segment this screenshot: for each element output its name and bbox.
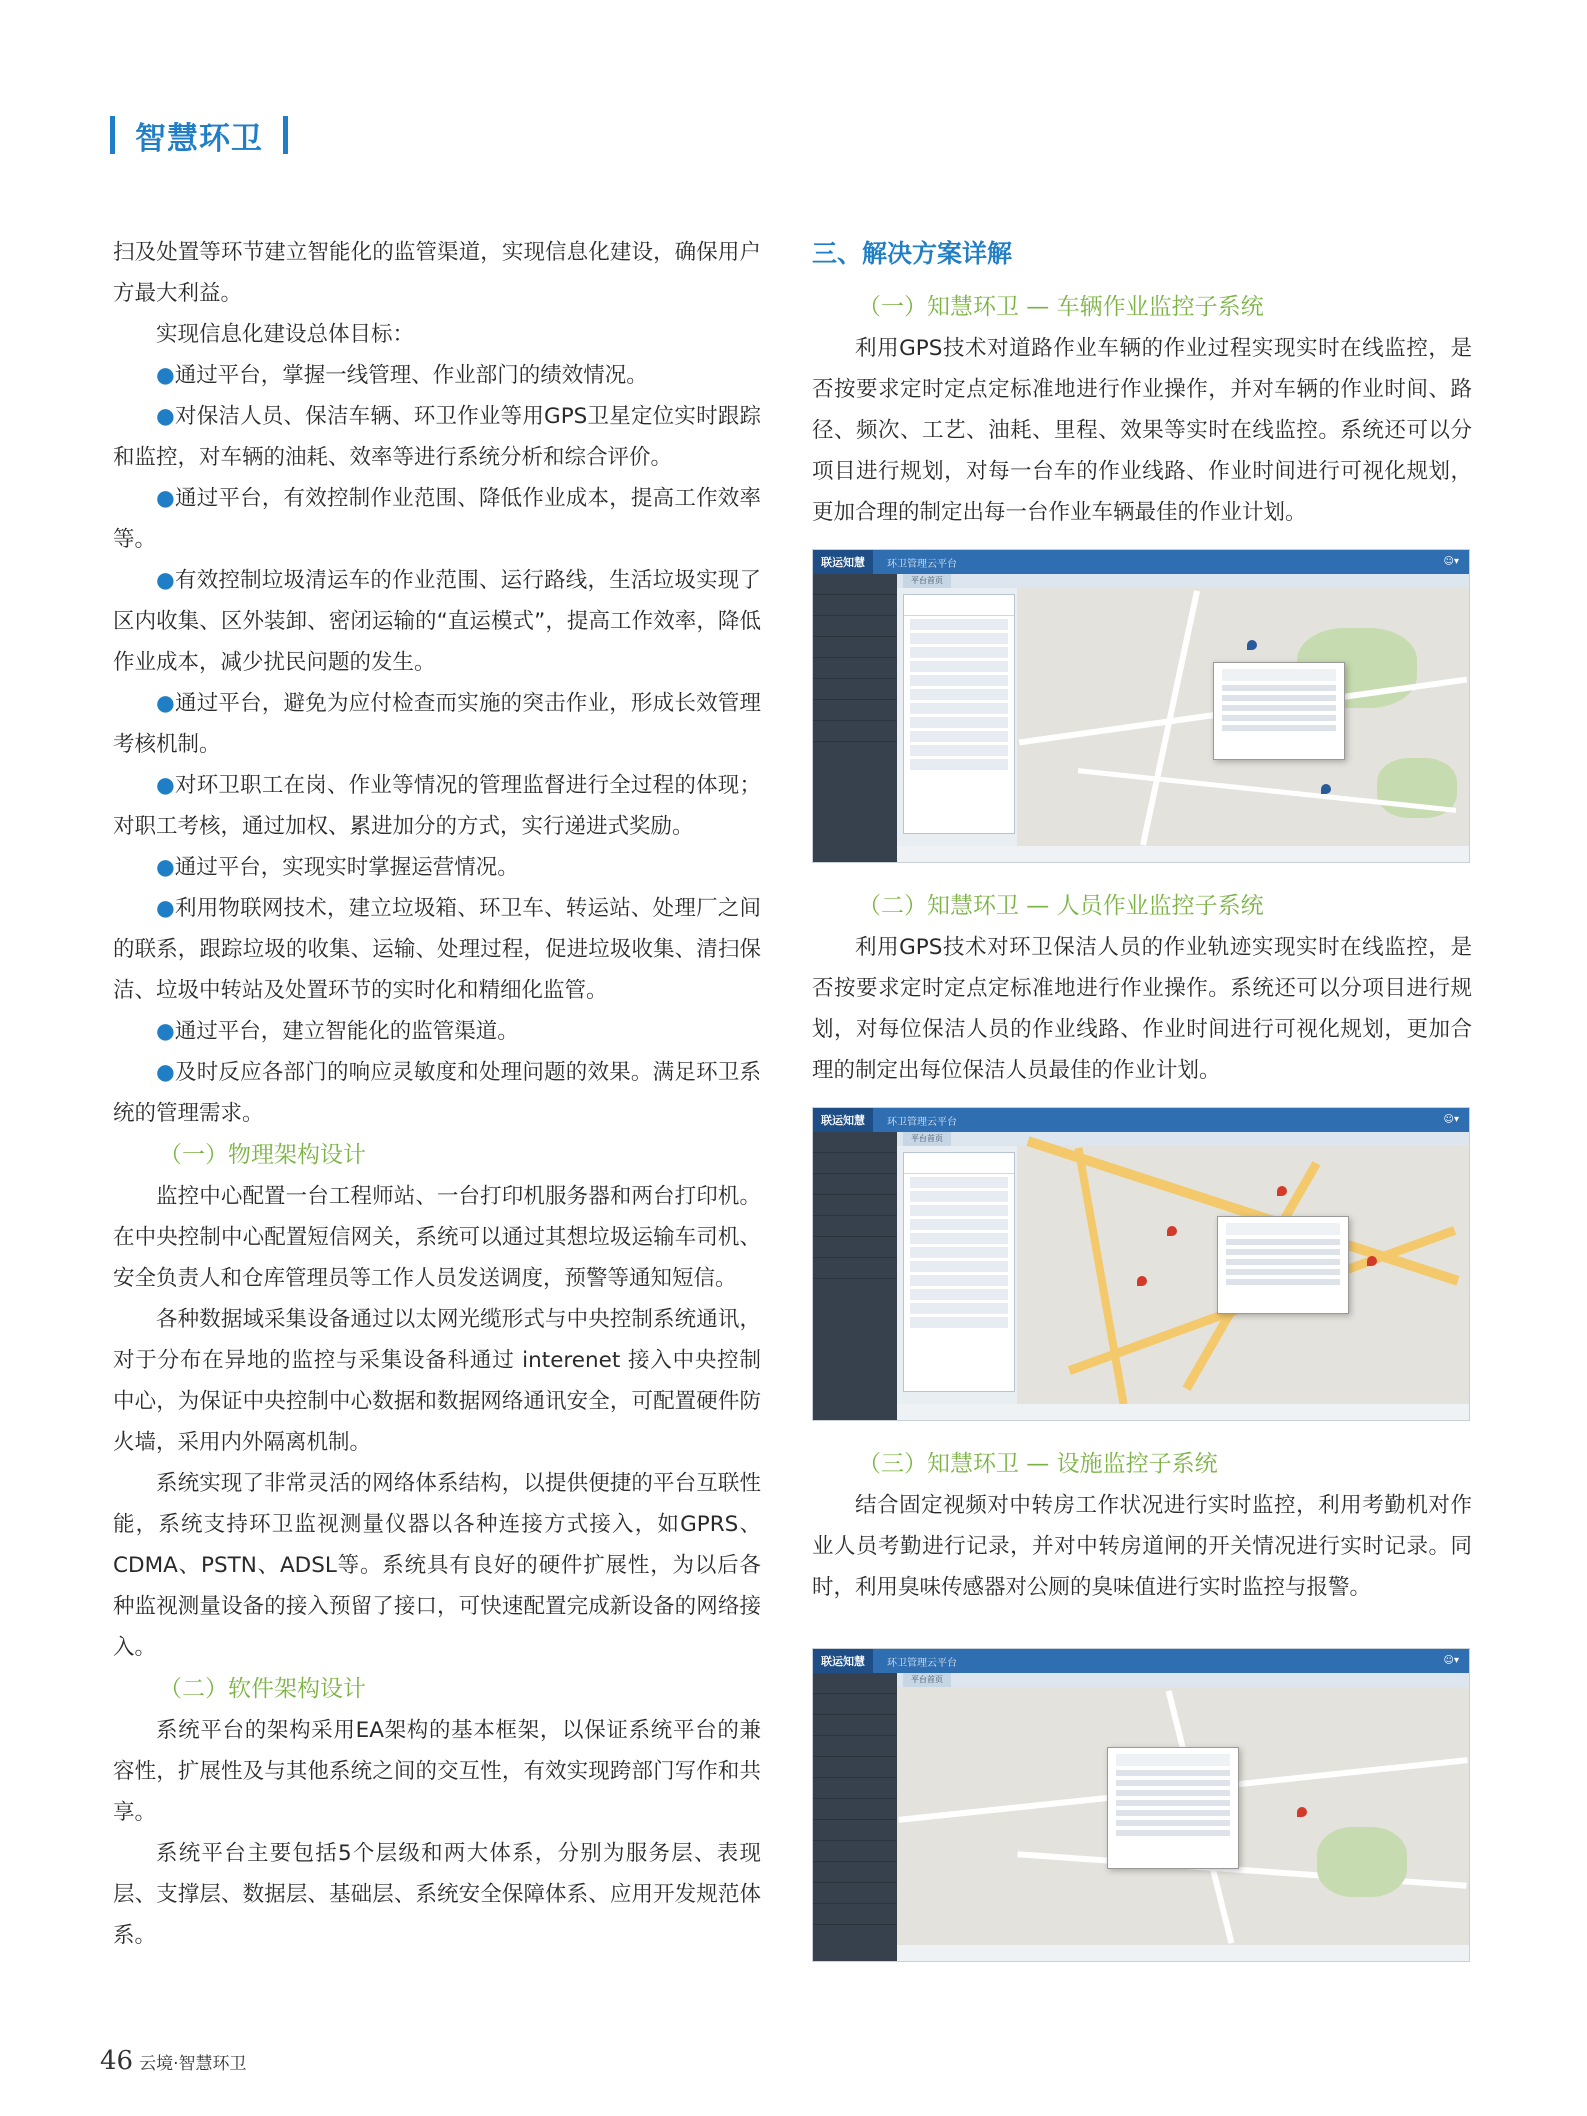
goal-item (113, 478, 761, 560)
facility-marker-icon[interactable] (1297, 1807, 1307, 1817)
screenshot-logo: 联运知慧 (813, 550, 873, 574)
person-marker-icon[interactable] (1277, 1186, 1287, 1196)
screenshot-app-title: 环卫管理云平台 (887, 1116, 957, 1128)
subheading-facility: （三）知慧环卫 — 设施监控子系统 (858, 1451, 1218, 1477)
header-bar-left (110, 116, 115, 154)
paragraph: 系统实现了非常灵活的网络体系结构，以提供便捷的平台互联性能，系统支持环卫监视测量仪器以各种连接方式接入，如GPRS、CDMA、PSTN、ADSL等。系统具有良好的硬件扩展性，为以后各种监视测量设备的接入预留了接口，可快速配置完成新设备的网络接入。 (113, 1471, 761, 1660)
goal-item (113, 683, 761, 765)
bullet-icon: ● (156, 568, 175, 593)
goal-item (113, 355, 761, 396)
screenshot-sidebar (813, 1132, 897, 1420)
section-heading: 三、解决方案详解 (812, 239, 1013, 268)
screenshot-app-title: 环卫管理云平台 (887, 558, 957, 570)
goal-list (113, 355, 761, 1134)
goal-item (113, 1052, 761, 1134)
vehicle-marker-icon[interactable] (1321, 784, 1331, 794)
subheading-physical: （一）物理架构设计 (159, 1142, 366, 1168)
subheading-vehicle: （一）知慧环卫 — 车辆作业监控子系统 (858, 294, 1264, 320)
bullet-icon: ● (156, 1019, 175, 1044)
goal-text: 对保洁人员、保洁车辆、环卫作业等用GPS卫星定位实时跟踪和监控，对车辆的油耗、效率等进行系统分析和综合评价。 (113, 404, 762, 470)
right-column (812, 232, 1472, 1984)
paragraph: 各种数据域采集设备通过以太网光缆形式与中央控制系统通讯，对于分布在异地的监控与采集设备科通过 interenet 接入中央控制中心，为保证中央控制中心数据和数据网络通讯安全，可配置硬件防火墙，采用内外隔离机制。 (113, 1307, 761, 1455)
bullet-icon: ● (156, 855, 175, 880)
screenshot-sidebar (813, 1673, 897, 1961)
screenshot-logo: 联运知慧 (813, 1649, 873, 1673)
bullet-icon: ● (156, 1060, 175, 1085)
map-view (1017, 1146, 1469, 1404)
map-view (897, 1687, 1469, 1945)
vehicle-monitor-screenshot (812, 549, 1470, 863)
person-marker-icon[interactable] (1367, 1256, 1377, 1266)
goal-text: 通过平台，避免为应付检查而实施的突击作业，形成长效管理考核机制。 (113, 691, 761, 757)
paragraph: 系统平台主要包括5个层级和两大体系，分别为服务层、表现层、支撑层、数据层、基础层、系统安全保障体系、应用开发规范体系。 (113, 1841, 761, 1948)
bullet-icon: ● (156, 486, 175, 511)
screenshot-topbar (813, 1108, 1469, 1132)
goal-item (113, 560, 761, 683)
header-bar-right (283, 116, 288, 154)
bullet-icon: ● (156, 363, 175, 388)
paragraph: 结合固定视频对中转房工作状况进行实时监控，利用考勤机对作业人员考勤进行记录，并对中转房道闸的开关情况进行实时记录。同时，利用臭味传感器对公厕的臭味值进行实时监控与报警。 (812, 1493, 1472, 1600)
paragraph: 系统平台的架构采用EA架构的基本框架，以保证系统平台的兼容性，扩展性及与其他系统之间的交互性，有效实现跨部门写作和共享。 (113, 1718, 761, 1825)
goal-text: 利用物联网技术，建立垃圾箱、环卫车、转运站、处理厂之间的联系，跟踪垃圾的收集、运输、处理过程，促进垃圾收集、清扫保洁、垃圾中转站及处置环节的实时化和精细化监管。 (113, 896, 761, 1003)
user-icon: ☺▾ (1443, 556, 1459, 567)
header-title: 智慧环卫 (135, 120, 263, 157)
subheading-software: （二）软件架构设计 (159, 1676, 366, 1702)
goal-text: 有效控制垃圾清运车的作业范围、运行路线，生活垃圾实现了区内收集、区外装卸、密闭运输的“直运模式”，提高工作效率，降低作业成本，减少扰民问题的发生。 (113, 568, 761, 675)
facility-monitor-screenshot (812, 1648, 1470, 1962)
screenshot-topbar (813, 550, 1469, 574)
bullet-icon: ● (156, 773, 175, 798)
user-icon: ☺▾ (1443, 1114, 1459, 1125)
map-view (1017, 588, 1469, 846)
bullet-icon: ● (156, 896, 175, 921)
screenshot-tab: 平台首页 (903, 1673, 951, 1687)
goal-item (113, 888, 761, 1011)
left-column (113, 232, 761, 1956)
goal-item (113, 765, 761, 847)
paragraph: 利用GPS技术对环卫保洁人员的作业轨迹实现实时在线监控，是否按要求定时定点定标准地进行作业操作。系统还可以分项目进行规划，对每位保洁人员的作业线路、作业时间进行可视化规划，更加合理的制定出每位保洁人员最佳的作业计划。 (812, 935, 1472, 1083)
goal-text: 通过平台，掌握一线管理、作业部门的绩效情况。 (174, 363, 648, 388)
subheading-personnel: （二）知慧环卫 — 人员作业监控子系统 (858, 893, 1264, 919)
goal-text: 及时反应各部门的响应灵敏度和处理问题的效果。满足环卫系统的管理需求。 (113, 1060, 761, 1126)
vehicle-marker-icon[interactable] (1247, 640, 1257, 650)
page-footer (100, 2046, 247, 2076)
page-number: 46 (100, 2046, 134, 2076)
screenshot-tab: 平台首页 (903, 1132, 951, 1146)
goal-text: 对环卫职工在岗、作业等情况的管理监督进行全过程的体现；对职工考核，通过加权、累进加分的方式，实行递进式奖励。 (113, 773, 761, 839)
goal-item (113, 396, 761, 478)
screenshot-logo: 联运知慧 (813, 1108, 873, 1132)
goal-text: 通过平台，实现实时掌握运营情况。 (174, 855, 519, 880)
goal-item (113, 847, 761, 888)
bullet-icon: ● (156, 691, 175, 716)
paragraph: 实现信息化建设总体目标： (156, 322, 415, 347)
person-marker-icon[interactable] (1167, 1226, 1177, 1236)
screenshot-topbar (813, 1649, 1469, 1673)
personnel-tree (903, 1152, 1015, 1392)
vehicle-tree (903, 594, 1015, 834)
bullet-icon: ● (156, 404, 175, 429)
goal-text: 通过平台，建立智能化的监管渠道。 (174, 1019, 519, 1044)
page-header (110, 112, 288, 158)
paragraph: 监控中心配置一台工程师站、一台打印机服务器和两台打印机。在中央控制中心配置短信网关，系统可以通过其想垃圾运输车司机、安全负责人和仓库管理员等工作人员发送调度，预警等通知短信。 (113, 1184, 761, 1291)
goal-text: 通过平台，有效控制作业范围、降低作业成本，提高工作效率等。 (113, 486, 761, 552)
screenshot-tab: 平台首页 (903, 574, 951, 588)
paragraph: 扫及处置等环节建立智能化的监管渠道，实现信息化建设，确保用户方最大利益。 (113, 240, 761, 306)
screenshot-sidebar (813, 574, 897, 862)
user-icon: ☺▾ (1443, 1655, 1459, 1666)
footer-text: 云境·智慧环卫 (139, 2054, 247, 2074)
paragraph: 利用GPS技术对道路作业车辆的作业过程实现实时在线监控，是否按要求定时定点定标准地进行作业操作，并对车辆的作业时间、路径、频次、工艺、油耗、里程、效果等实时在线监控。系统还可以分项目进行规划，对每一台车的作业线路、作业时间进行可视化规划，更加合理的制定出每一台作业车辆最佳的作业计划。 (812, 336, 1472, 525)
person-marker-icon[interactable] (1137, 1276, 1147, 1286)
goal-item (113, 1011, 761, 1052)
screenshot-app-title: 环卫管理云平台 (887, 1657, 957, 1669)
personnel-monitor-screenshot (812, 1107, 1470, 1421)
